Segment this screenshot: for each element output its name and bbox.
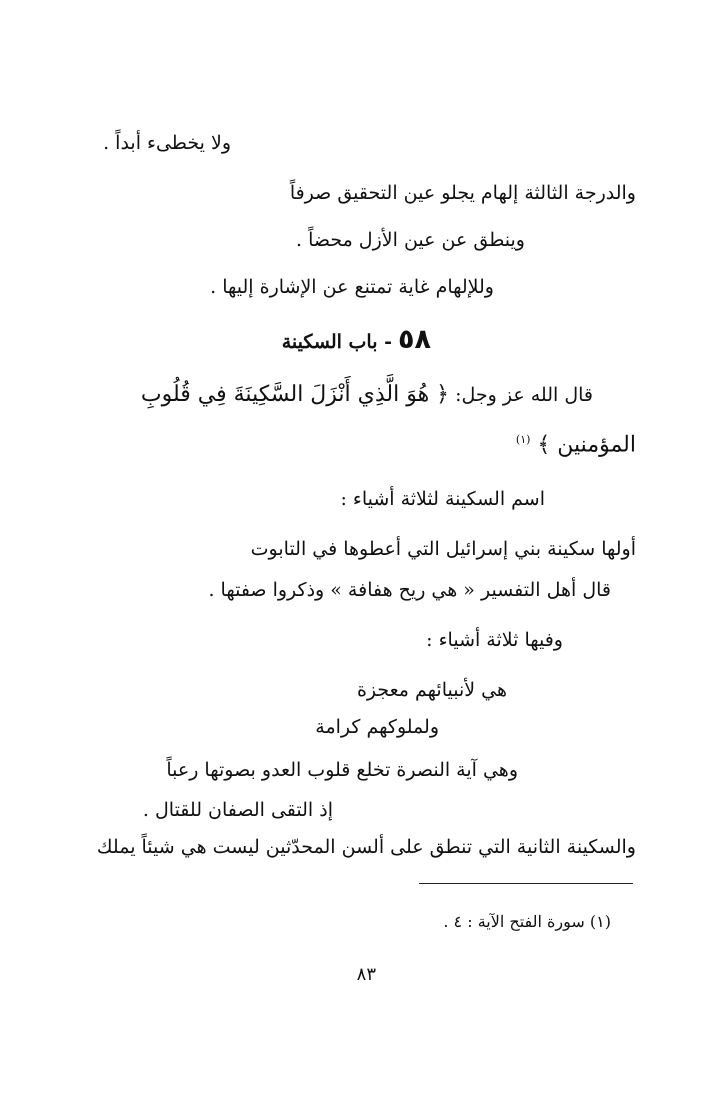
text-line: قال أهل التفسير « هي ريح هفافة » وذكروا صفتها . xyxy=(208,579,611,601)
text-line: وللإلهام غاية تمتنع عن الإشارة إليها . xyxy=(210,276,494,298)
quranic-verse: ﴿ هُوَ الَّذِي أَنْزَلَ السَّكِينَةَ فِي قُلُوبِ xyxy=(140,382,450,407)
text-line: أولها سكينة بني إسرائيل التي أعطوها في التابوت xyxy=(250,538,636,560)
quote-line-continued xyxy=(516,425,636,460)
text-line: هي لأنبيائهم معجزة xyxy=(356,679,507,701)
text-line: وينطق عن عين الأزل محضاً . xyxy=(295,229,525,251)
chapter-title: - باب السكينة xyxy=(281,331,392,353)
text-line: إذ التقى الصفان للقتال . xyxy=(142,799,333,821)
text-line: وفيها ثلاثة أشياء : xyxy=(426,629,563,651)
footnote-divider xyxy=(419,883,633,884)
page-number: ٨٣ xyxy=(356,964,376,985)
text-line: والسكينة الثانية التي تنطق على ألسن المحدّثين ليست هي شيئاً يملك xyxy=(96,836,636,858)
footnote: (١) سورة الفتح الآية : ٤ . xyxy=(443,912,611,931)
text-line: اسم السكينة لثلاثة أشياء : xyxy=(340,488,545,510)
text-line: والدرجة الثالثة إلهام يجلو عين التحقيق صرفاً xyxy=(289,182,636,204)
chapter-heading xyxy=(282,325,431,357)
footnote-marker: (١) xyxy=(515,433,531,446)
chapter-number: ٥٨ xyxy=(398,324,431,355)
quote-intro: قال الله عز وجل: xyxy=(455,384,593,406)
quote-line xyxy=(141,380,593,410)
text-line: وهي آية النصرة تخلع قلوب العدو بصوتها رعباً xyxy=(166,759,518,781)
text-line: ولملوكهم كرامة xyxy=(315,716,439,738)
text-line: ولا يخطىء أبداً . xyxy=(103,132,231,154)
quranic-verse-end: المؤمنين ﴾ xyxy=(537,432,636,458)
